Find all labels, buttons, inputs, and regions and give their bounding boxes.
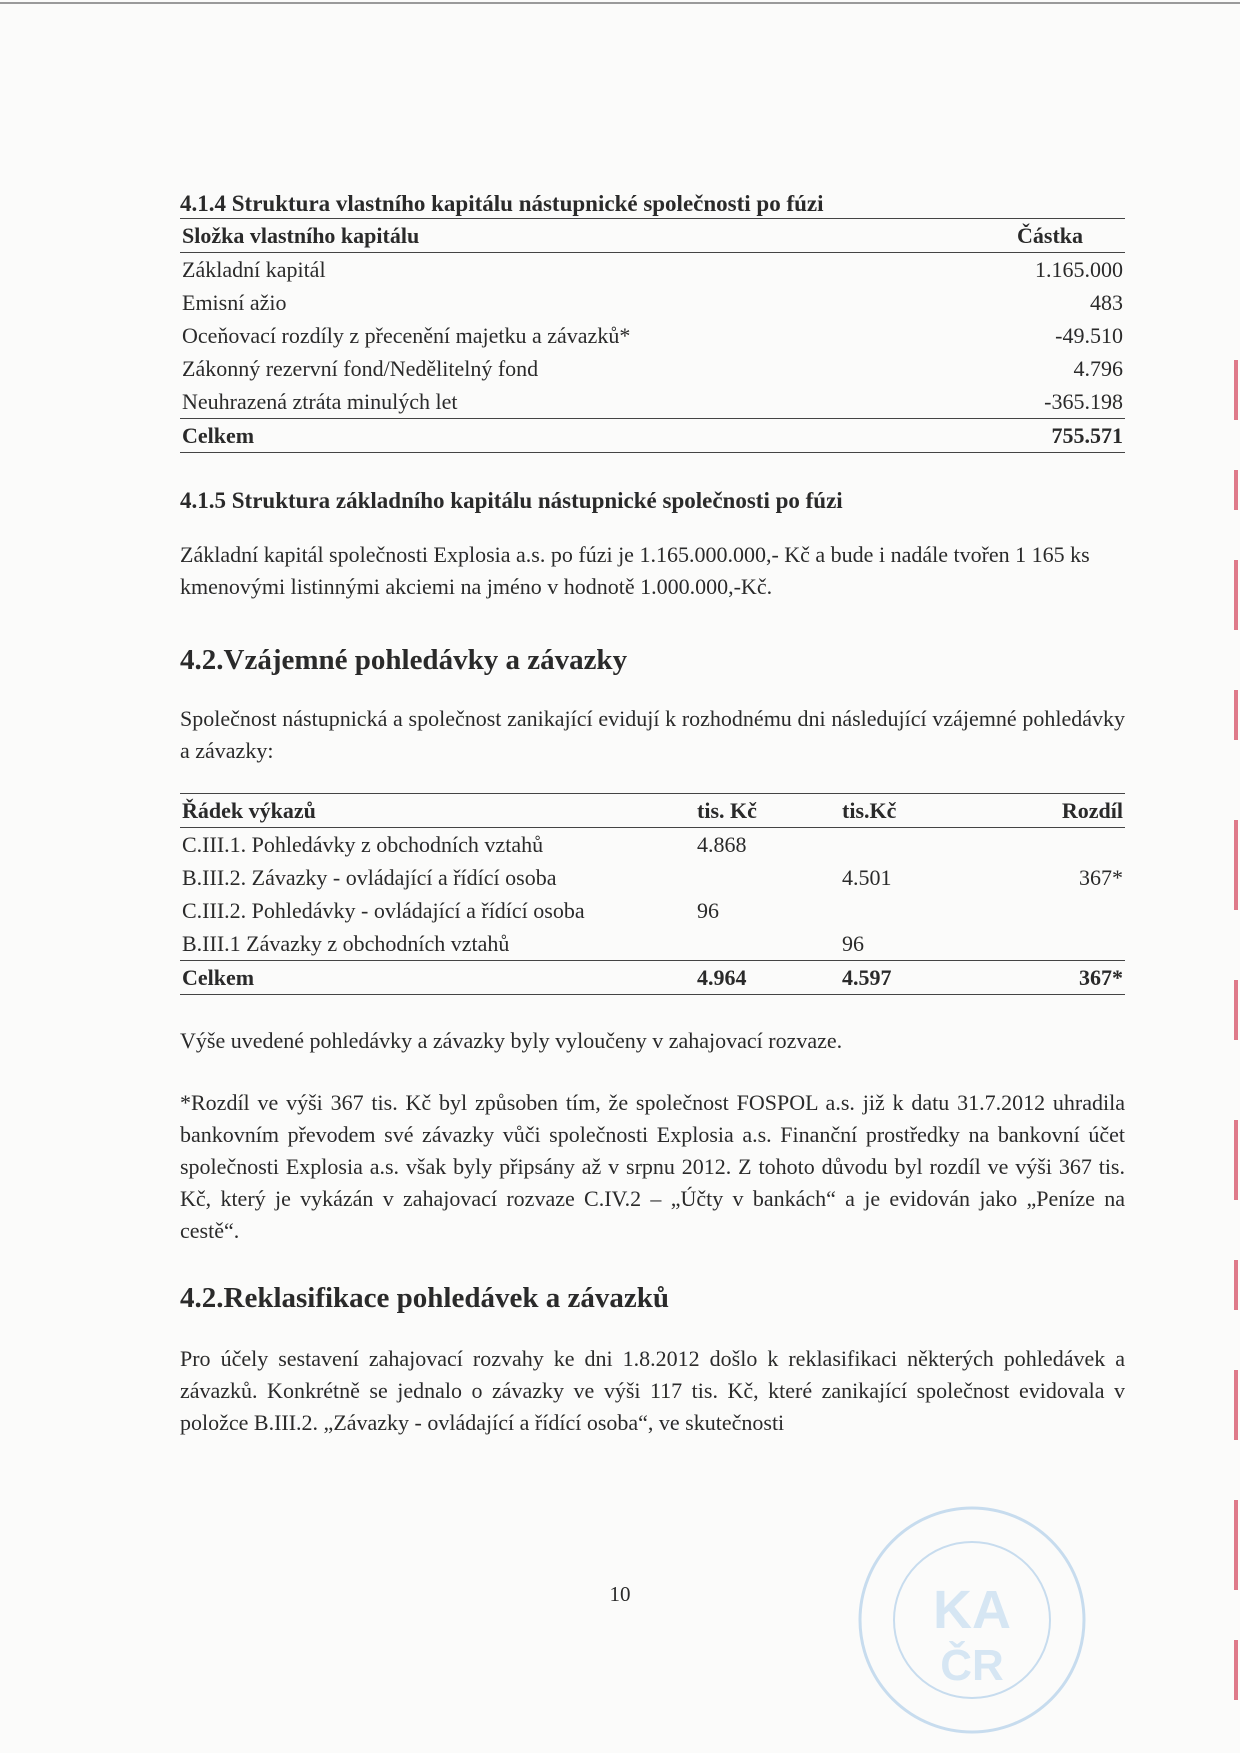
row-value: -365.198 [1044,389,1123,414]
row-label: C.III.1. Pohledávky z obchodních vztahů [182,832,544,857]
row-label: Oceňovací rozdíly z přecenění majetku a závazků* [182,323,631,348]
document-body [180,190,1125,1439]
footnote-paragraph: *Rozdíl ve výši 367 tis. Kč byl způsoben tím, že společnost FOSPOL a.s. již k datu 31.7.2012 uhradila bankovním převodem své závazky vůči společnosti Explosia a.s. Finanční prostředky na bankovní účet společnosti Explosia a.s. však byly připsány až v srpnu 2012. Z tohoto důvodu byl rozdíl ve výši 367 tis. Kč, který je vykázán v zahajovací rozvaze C.IV.2 – „Účty v bankách“ a je evidován jako „Peníze na cestě“. [180,1090,1125,1243]
cell: 367* [1079,865,1123,890]
table-row [180,319,1125,352]
table-total-row [180,419,1125,453]
row-label: Zákonný rezervní fond/Nedělitelný fond [182,356,539,381]
table-row [180,286,1125,319]
section-heading: 4.1.5 Struktura základního kapitálu nástupnické společnosti po fúzi [180,488,843,513]
table-row [180,894,1125,927]
table-header-row [180,794,1125,828]
page-number: 10 [609,1582,631,1606]
row-label: B.III.2. Závazky - ovládající a řídící osoba [182,865,557,890]
cell: 4.868 [697,832,747,857]
cell [990,927,1125,961]
row-value: -49.510 [1055,323,1123,348]
cell [840,894,990,927]
table-row [180,253,1125,287]
total-value: 755.571 [925,419,1125,453]
row-label: Emisní ažio [182,290,287,315]
section-heading: 4.2.Vzájemné pohledávky a závazky [180,644,628,676]
paragraph: Výše uvedené pohledávky a závazky byly vyloučeny v zahajovací rozvaze. [180,1028,843,1053]
cell: 4.501 [842,865,892,890]
table-row [180,385,1125,419]
cell [990,894,1125,927]
row-value: 4.796 [1073,356,1123,381]
paragraph: Základní kapitál společnosti Explosia a.s. po fúzi je 1.165.000.000,- Kč a bude i nadále tvořen 1 165 ks kmenovými listinnými akciemi na jméno v hodnotě 1.000.000,-Kč. [180,542,1090,599]
table-row [180,861,1125,894]
total-label: Celkem [180,419,925,453]
row-label: C.III.2. Pohledávky - ovládající a řídící osoba [182,898,585,923]
column-header: Složka vlastního kapitálu [180,219,925,253]
section-heading: 4.1.4 Struktura vlastního kapitálu nástupnické společnosti po fúzi [180,191,824,216]
total-value: 4.964 [695,961,840,995]
column-header: tis. Kč [695,794,840,828]
column-header: tis.Kč [840,794,990,828]
section-4-1-4 [180,190,1125,453]
column-header: Částka [925,219,1125,253]
cell: 96 [842,931,864,956]
section-4-1-5 [180,487,1125,603]
column-header: Rozdíl [990,794,1125,828]
cell [990,828,1125,862]
row-label: Základní kapitál [182,257,326,282]
section-4-2-reclassification [180,1281,1125,1439]
table-row [180,828,1125,862]
row-label: Neuhrazená ztráta minulých let [182,389,458,414]
svg-text:KA: KA [933,1580,1011,1640]
cell: 96 [697,898,719,923]
mutual-receivables-table [180,793,1125,995]
paragraph: Pro účely sestavení zahajovací rozvahy ke dni 1.8.2012 došlo k reklasifikaci některých pohledávek a závazků. Konkrétně se jednalo o závazky ve výši 117 tis. Kč, které zanikající společnost evidovala v položce B.III.2. „Závazky - ovládající a řídící osoba“, ve skutečnosti [180,1346,1125,1435]
equity-structure-table [180,218,1125,453]
table-row [180,352,1125,385]
row-value: 1.165.000 [1035,257,1123,282]
table-row [180,927,1125,961]
section-4-2-mutual [180,643,1125,1247]
total-label: Celkem [180,961,695,995]
cell [695,927,840,961]
page-top-edge [0,2,1240,4]
table-header-row [180,219,1125,253]
column-header: Řádek výkazů [180,794,695,828]
section-heading: 4.2.Reklasifikace pohledávek a závazků [180,1282,669,1314]
svg-text:ČR: ČR [940,1641,1004,1690]
auditor-stamp-seal [852,1500,1092,1740]
total-value: 4.597 [840,961,990,995]
row-label: B.III.1 Závazky z obchodních vztahů [182,931,510,956]
binding-edge-marks [1230,360,1240,1710]
paragraph: Společnost nástupnická a společnost zanikající evidují k rozhodnému dni následující vzájemné pohledávky a závazky: [180,706,1125,763]
total-value: 367* [990,961,1125,995]
row-value: 483 [1090,290,1123,315]
cell [840,828,990,862]
table-total-row [180,961,1125,995]
cell [695,861,840,894]
